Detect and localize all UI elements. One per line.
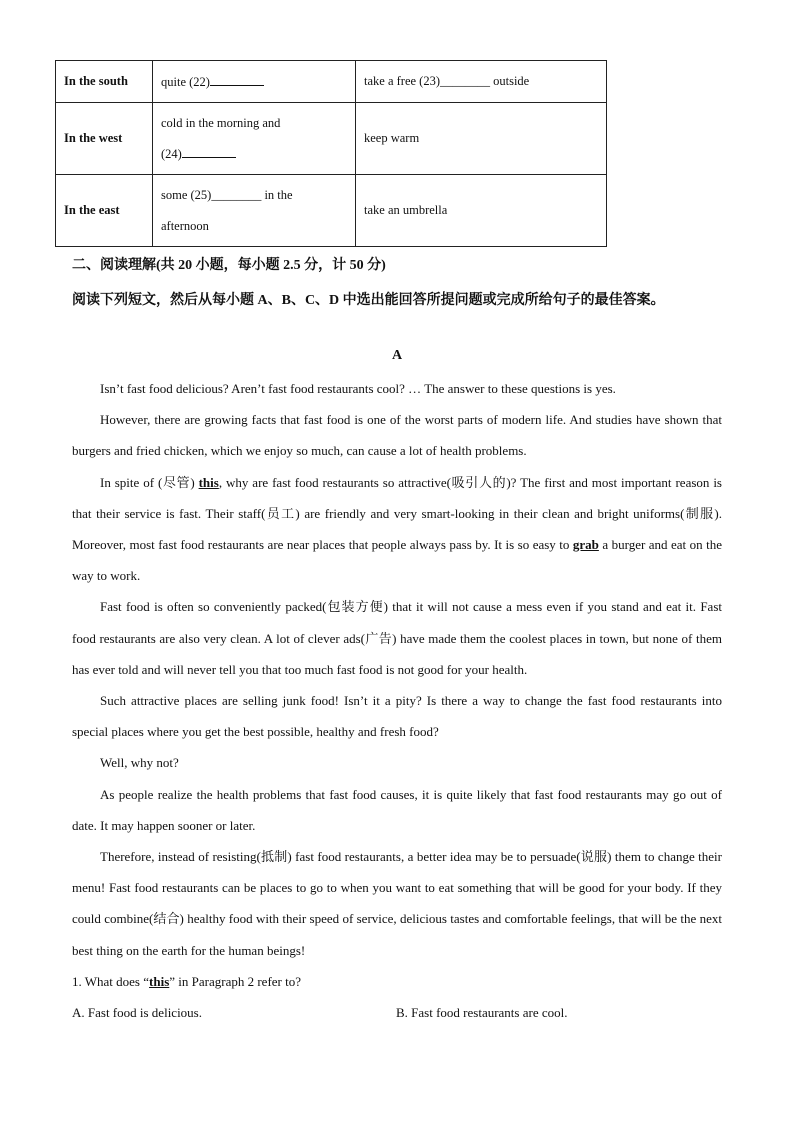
section-instruction: 阅读下列短文，然后从每小题 A、B、C、D 中选出能回答所提问题或完成所给句子的最佳答案。 <box>72 293 665 308</box>
table-row <box>56 175 607 247</box>
question-1-stem: 1. What does “this” in Paragraph 2 refer to? <box>72 974 302 989</box>
section-title: 二、阅读理解(共 20 小题，每小题 2.5 分，计 50 分) <box>72 258 386 273</box>
table-row <box>56 103 607 175</box>
advice-cell: take a free (23)________ outside <box>356 61 607 103</box>
paragraph: As people realize the health problems that fast food causes, it is quite likely that fast food restaurants may go out of date. It may happen sooner or later. <box>72 786 722 833</box>
underlined-word-this: this <box>149 974 170 989</box>
paragraph: Fast food is often so conveniently packed(包装方便) that it will not cause a mess even if you stand and eat it. Fast food restaurants are also very clean. A lot of clever ads(广告) have made them the coolest places in town, but none of them has ever told and will never tell you that too much fast food is not good for your health. <box>72 599 722 677</box>
weather-cell: some (25)________ in the afternoon <box>153 175 356 247</box>
paragraph: Therefore, instead of resisting(抵制) fast food restaurants, a better idea may be to persuade(说服) them to change their menu! Fast food restaurants can be places to go to when you want to eat something that will be good for your body. If they could combine(结合) healthy food with their speed of service, delicious tastes and comfortable feelings, that will be the next best thing on the earth for the human beings! <box>72 849 722 958</box>
advice-cell: take an umbrella <box>356 175 607 247</box>
answer-blank <box>210 73 264 86</box>
option-a: A. Fast food is delicious. <box>72 1005 202 1020</box>
table-row <box>56 61 607 103</box>
option-b: B. Fast food restaurants are cool. <box>396 1005 568 1020</box>
underlined-word-this: this <box>198 474 219 490</box>
region-cell: In the west <box>56 103 153 175</box>
passage-body <box>72 373 722 966</box>
advice-cell: keep warm <box>356 103 607 175</box>
weather-cell: cold in the morning and (24) <box>153 103 356 175</box>
paragraph: However, there are growing facts that fast food is one of the worst parts of modern life. And studies have shown that burgers and fried chicken, which we enjoy so much, can cause a lot of health problems. <box>72 412 722 459</box>
answer-blank <box>182 145 236 158</box>
underlined-word-grab: grab <box>572 537 599 553</box>
paragraph: Isn’t fast food delicious? Aren’t fast food restaurants cool? … The answer to these questions is yes. <box>100 381 616 396</box>
weather-cell: quite (22) <box>153 61 356 103</box>
paragraph: Well, why not? <box>100 755 179 771</box>
weather-table <box>55 60 607 247</box>
region-cell: In the east <box>56 175 153 247</box>
region-cell: In the south <box>56 61 153 103</box>
paragraph: Such attractive places are selling junk food! Isn’t it a pity? Is there a way to change the fast food restaurants into special places where you get the best possible, healthy and fresh food? <box>72 693 722 740</box>
paragraph: In spite of (尽管) this, why are fast food restaurants so attractive(吸引人的)? The first and most important reason is that their service is fast. Their staff(员工) are friendly and very smart-looking in their clean and bright uniforms(制服). Moreover, most fast food restaurants are near places that people always pass by. It is so easy to grab a burger and eat on the way to work. <box>72 474 722 584</box>
passage-title: A <box>391 348 403 363</box>
